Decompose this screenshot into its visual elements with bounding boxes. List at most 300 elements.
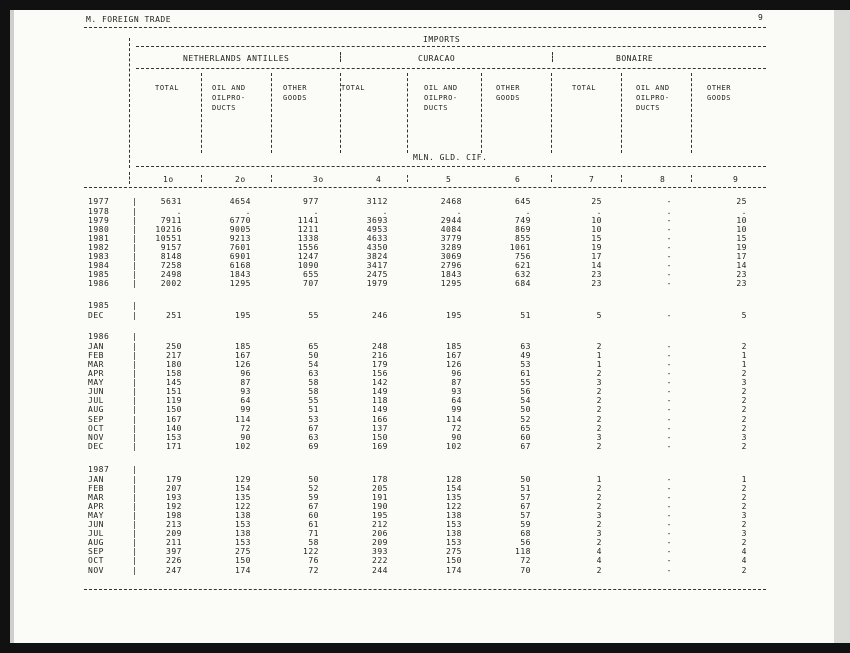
table-cell: 59: [308, 493, 319, 502]
table-cell: 58: [308, 538, 319, 547]
table-cell: 10: [736, 216, 747, 225]
table-cell: -: [666, 351, 672, 360]
column-separator: [481, 73, 482, 153]
table-cell: 15: [736, 234, 747, 243]
table-cell: 137: [372, 424, 388, 433]
table-cell: 209: [372, 538, 388, 547]
table-cell: 56: [520, 538, 531, 547]
table-cell: 150: [446, 556, 462, 565]
table-cell: -: [666, 405, 672, 414]
table-cell: 60: [308, 511, 319, 520]
table-cell: 2: [596, 405, 602, 414]
table-cell: -: [666, 225, 672, 234]
table-cell: .: [456, 207, 462, 216]
table-cell: 397: [166, 547, 182, 556]
column-number: 9: [733, 175, 739, 184]
number-separator: [271, 175, 272, 182]
column-number: 6: [515, 175, 521, 184]
table-cell: 207: [166, 484, 182, 493]
table-cell: -: [666, 529, 672, 538]
table-cell: 2: [741, 538, 747, 547]
table-cell: 2: [596, 520, 602, 529]
table-cell: 213: [166, 520, 182, 529]
table-cell: 2: [741, 342, 747, 351]
row-separator-mark: |: [132, 216, 137, 225]
table-cell: 149: [372, 405, 388, 414]
table-cell: 7601: [229, 243, 251, 252]
row-separator-mark: |: [132, 342, 137, 351]
column-number: 5: [446, 175, 452, 184]
table-cell: 6770: [229, 216, 251, 225]
table-cell: 140: [166, 424, 182, 433]
table-cell: 51: [520, 484, 531, 493]
number-separator: [407, 175, 408, 182]
table-cell: 99: [240, 405, 251, 414]
table-cell: 54: [520, 396, 531, 405]
row-separator-mark: |: [132, 475, 137, 484]
number-underline: [84, 187, 766, 188]
table-cell: 53: [520, 360, 531, 369]
row-label: DEC: [88, 311, 104, 320]
table-cell: 114: [235, 415, 251, 424]
table-cell: 4350: [366, 243, 388, 252]
table-cell: 50: [520, 475, 531, 484]
table-cell: -: [666, 520, 672, 529]
row-label: AUG: [88, 405, 104, 414]
column-number: 1o: [163, 175, 174, 184]
page-title: M. FOREIGN TRADE: [86, 15, 172, 24]
column-number: 3o: [313, 175, 324, 184]
table-cell: 99: [451, 405, 462, 414]
row-label: 1987: [88, 465, 110, 474]
row-label: JUL: [88, 529, 104, 538]
table-cell: 3: [596, 433, 602, 442]
region-title: CURACAO: [418, 54, 456, 63]
table-cell: 3112: [366, 197, 388, 206]
row-label: 1986: [88, 332, 110, 341]
row-label: 1983: [88, 252, 110, 261]
page-number: 9: [758, 13, 764, 22]
table-cell: 195: [446, 311, 462, 320]
column-number: 2o: [235, 175, 246, 184]
table-cell: 17: [591, 252, 602, 261]
table-cell: 68: [520, 529, 531, 538]
table-cell: 869: [515, 225, 531, 234]
table-cell: 1: [741, 351, 747, 360]
table-cell: 93: [451, 387, 462, 396]
table-cell: 707: [303, 279, 319, 288]
table-cell: 2: [596, 484, 602, 493]
table-cell: 67: [308, 502, 319, 511]
table-cell: 185: [235, 342, 251, 351]
table-cell: -: [666, 197, 672, 206]
row-label: MAR: [88, 493, 104, 502]
table-cell: 2: [596, 502, 602, 511]
table-cell: 23: [591, 270, 602, 279]
table-cell: 4953: [366, 225, 388, 234]
table-cell: 23: [736, 270, 747, 279]
table-cell: 153: [446, 520, 462, 529]
table-cell: 167: [446, 351, 462, 360]
table-cell: 153: [166, 433, 182, 442]
row-label: 1978: [88, 207, 110, 216]
row-separator-mark: |: [132, 351, 137, 360]
table-cell: 15: [591, 234, 602, 243]
row-separator-mark: |: [132, 529, 137, 538]
table-cell: 179: [372, 360, 388, 369]
table-cell: 76: [308, 556, 319, 565]
table-cell: 102: [446, 442, 462, 451]
table-cell: 205: [372, 484, 388, 493]
row-label: 1985: [88, 301, 110, 310]
table-cell: 135: [446, 493, 462, 502]
row-label: 1984: [88, 261, 110, 270]
table-cell: 7911: [160, 216, 182, 225]
table-cell: .: [741, 207, 747, 216]
row-separator-mark: |: [132, 502, 137, 511]
table-cell: 248: [372, 342, 388, 351]
row-separator-mark: |: [132, 225, 137, 234]
row-separator-mark: |: [132, 511, 137, 520]
table-cell: 167: [235, 351, 251, 360]
column-header: OIL AND OILPRO- DUCTS: [424, 84, 458, 112]
row-label: JAN: [88, 342, 104, 351]
region-title: NETHERLANDS ANTILLES: [183, 54, 290, 63]
table-cell: 17: [736, 252, 747, 261]
table-cell: 169: [372, 442, 388, 451]
table-cell: 71: [308, 529, 319, 538]
column-separator: [621, 73, 622, 153]
row-separator-mark: |: [132, 387, 137, 396]
table-cell: -: [666, 433, 672, 442]
table-cell: 5631: [160, 197, 182, 206]
region-separator: [552, 52, 553, 62]
table-cell: 2: [741, 405, 747, 414]
number-separator: [201, 175, 202, 182]
table-cell: -: [666, 387, 672, 396]
column-header: OTHER GOODS: [707, 84, 732, 102]
table-cell: 209: [166, 529, 182, 538]
table-cell: 2: [596, 566, 602, 575]
column-header: OTHER GOODS: [283, 84, 308, 102]
row-separator-mark: |: [132, 484, 137, 493]
table-cell: 3824: [366, 252, 388, 261]
table-cell: 749: [515, 216, 531, 225]
row-label: JAN: [88, 475, 104, 484]
table-cell: 65: [520, 424, 531, 433]
table-cell: 2: [741, 424, 747, 433]
table-cell: -: [666, 511, 672, 520]
table-cell: 174: [446, 566, 462, 575]
table-cell: 3417: [366, 261, 388, 270]
table-cell: 122: [235, 502, 251, 511]
table-cell: 58: [308, 378, 319, 387]
table-cell: 2: [596, 387, 602, 396]
table-cell: 655: [303, 270, 319, 279]
row-label: NOV: [88, 566, 104, 575]
table-cell: 1: [741, 475, 747, 484]
table-cell: 1: [596, 351, 602, 360]
table-cell: 2: [741, 493, 747, 502]
column-number: 4: [376, 175, 382, 184]
table-cell: 96: [240, 369, 251, 378]
table-cell: 2: [596, 342, 602, 351]
row-label: SEP: [88, 415, 104, 424]
table-cell: 67: [520, 442, 531, 451]
table-cell: 6901: [229, 252, 251, 261]
table-cell: 9005: [229, 225, 251, 234]
table-cell: 244: [372, 566, 388, 575]
column-header: TOTAL: [155, 84, 180, 92]
table-cell: 87: [240, 378, 251, 387]
row-label: FEB: [88, 351, 104, 360]
row-label: OCT: [88, 556, 104, 565]
table-cell: 9157: [160, 243, 182, 252]
row-label: JUL: [88, 396, 104, 405]
table-cell: 193: [166, 493, 182, 502]
row-separator-mark: |: [132, 433, 137, 442]
table-cell: 4: [596, 556, 602, 565]
table-cell: 70: [520, 566, 531, 575]
row-separator-mark: |: [132, 243, 137, 252]
table-cell: 1843: [440, 270, 462, 279]
table-cell: 119: [166, 396, 182, 405]
table-cell: 25: [736, 197, 747, 206]
table-cell: 55: [520, 378, 531, 387]
table-cell: .: [176, 207, 182, 216]
table-cell: 72: [520, 556, 531, 565]
table-cell: -: [666, 502, 672, 511]
region-underline: [136, 68, 766, 69]
number-separator: [691, 175, 692, 182]
label-separator: [129, 38, 130, 168]
table-cell: 64: [240, 396, 251, 405]
table-cell: 3069: [440, 252, 462, 261]
table-cell: 195: [372, 511, 388, 520]
table-cell: 9213: [229, 234, 251, 243]
table-cell: 8148: [160, 252, 182, 261]
table-cell: 2: [596, 415, 602, 424]
row-label: NOV: [88, 433, 104, 442]
table-cell: 153: [446, 538, 462, 547]
table-cell: 150: [235, 556, 251, 565]
table-cell: 126: [235, 360, 251, 369]
table-cell: .: [596, 207, 602, 216]
table-cell: 65: [308, 342, 319, 351]
table-cell: 192: [166, 502, 182, 511]
table-cell: 226: [166, 556, 182, 565]
table-cell: 216: [372, 351, 388, 360]
table-cell: -: [666, 556, 672, 565]
table-cell: -: [666, 252, 672, 261]
table-cell: 23: [736, 279, 747, 288]
header-rule: [84, 27, 766, 28]
table-cell: 55: [308, 311, 319, 320]
table-cell: 63: [308, 369, 319, 378]
table-cell: -: [666, 475, 672, 484]
row-separator-mark: |: [132, 566, 137, 575]
table-cell: 977: [303, 197, 319, 206]
table-cell: 126: [446, 360, 462, 369]
table-cell: 153: [235, 538, 251, 547]
table-cell: 2: [741, 502, 747, 511]
table-cell: 195: [235, 311, 251, 320]
table-cell: 1295: [229, 279, 251, 288]
table-cell: 4084: [440, 225, 462, 234]
table-cell: 129: [235, 475, 251, 484]
row-separator-mark: |: [132, 465, 137, 474]
table-cell: 1843: [229, 270, 251, 279]
table-cell: 167: [166, 415, 182, 424]
table-cell: 2: [741, 415, 747, 424]
row-separator-mark: |: [132, 207, 137, 216]
table-cell: 72: [308, 566, 319, 575]
table-cell: 1247: [297, 252, 319, 261]
table-cell: 185: [446, 342, 462, 351]
table-cell: 190: [372, 502, 388, 511]
row-separator-mark: |: [132, 332, 137, 341]
table-cell: 3289: [440, 243, 462, 252]
table-cell: 154: [446, 484, 462, 493]
table-cell: 50: [308, 351, 319, 360]
table-cell: 217: [166, 351, 182, 360]
table-cell: 1: [596, 360, 602, 369]
table-cell: 180: [166, 360, 182, 369]
table-cell: 2: [741, 484, 747, 493]
table-cell: 275: [446, 547, 462, 556]
table-cell: 3: [596, 529, 602, 538]
table-cell: 114: [446, 415, 462, 424]
table-cell: -: [666, 243, 672, 252]
document-page: [14, 10, 834, 643]
row-label: MAR: [88, 360, 104, 369]
row-separator-mark: |: [132, 405, 137, 414]
table-cell: 2002: [160, 279, 182, 288]
column-separator: [340, 73, 341, 153]
table-cell: 128: [446, 475, 462, 484]
table-cell: 63: [308, 433, 319, 442]
table-cell: -: [666, 538, 672, 547]
column-header: TOTAL: [572, 84, 597, 92]
table-cell: 4: [741, 556, 747, 565]
table-cell: 2: [741, 520, 747, 529]
table-cell: 174: [235, 566, 251, 575]
table-cell: 2: [741, 566, 747, 575]
table-cell: 1: [596, 475, 602, 484]
row-separator-mark: |: [132, 369, 137, 378]
table-cell: 855: [515, 234, 531, 243]
row-label: APR: [88, 369, 104, 378]
table-cell: 1338: [297, 234, 319, 243]
table-cell: 67: [308, 424, 319, 433]
table-cell: 64: [451, 396, 462, 405]
row-separator-mark: |: [132, 261, 137, 270]
row-label: OCT: [88, 424, 104, 433]
row-label: DEC: [88, 442, 104, 451]
table-cell: 166: [372, 415, 388, 424]
table-cell: 7258: [160, 261, 182, 270]
table-cell: -: [666, 360, 672, 369]
table-cell: 2468: [440, 197, 462, 206]
table-cell: -: [666, 311, 672, 320]
page-right-edge: [834, 10, 850, 643]
table-cell: 2: [741, 387, 747, 396]
table-cell: 1295: [440, 279, 462, 288]
table-cell: 102: [235, 442, 251, 451]
table-cell: 19: [736, 243, 747, 252]
table-cell: 2: [596, 493, 602, 502]
column-separator: [551, 73, 552, 153]
table-cell: 151: [166, 387, 182, 396]
table-cell: 4654: [229, 197, 251, 206]
table-cell: 3: [741, 378, 747, 387]
table-cell: -: [666, 415, 672, 424]
table-cell: 118: [372, 396, 388, 405]
table-cell: 1: [741, 360, 747, 369]
table-cell: 246: [372, 311, 388, 320]
table-cell: 5: [741, 311, 747, 320]
row-separator-mark: |: [132, 301, 137, 310]
table-cell: 90: [451, 433, 462, 442]
column-separator: [271, 73, 272, 153]
table-cell: 10551: [155, 234, 182, 243]
table-cell: 93: [240, 387, 251, 396]
table-cell: 247: [166, 566, 182, 575]
table-cell: 2: [596, 396, 602, 405]
table-cell: 19: [591, 243, 602, 252]
row-label: 1980: [88, 225, 110, 234]
row-separator-mark: |: [132, 556, 137, 565]
table-cell: .: [525, 207, 531, 216]
table-cell: -: [666, 378, 672, 387]
row-label: 1977: [88, 197, 110, 206]
table-cell: 138: [446, 529, 462, 538]
table-cell: 69: [308, 442, 319, 451]
table-cell: 158: [166, 369, 182, 378]
table-cell: 171: [166, 442, 182, 451]
table-cell: 50: [520, 405, 531, 414]
table-cell: -: [666, 396, 672, 405]
row-label: 1985: [88, 270, 110, 279]
row-separator-mark: |: [132, 415, 137, 424]
table-cell: 1979: [366, 279, 388, 288]
table-cell: 2: [596, 442, 602, 451]
row-label: MAY: [88, 511, 104, 520]
table-cell: 3: [741, 433, 747, 442]
row-separator-mark: |: [132, 547, 137, 556]
table-cell: -: [666, 566, 672, 575]
table-cell: 2: [741, 369, 747, 378]
column-header: OIL AND OILPRO- DUCTS: [212, 84, 246, 112]
column-separator: [691, 73, 692, 153]
table-cell: 684: [515, 279, 531, 288]
table-cell: 142: [372, 378, 388, 387]
table-cell: 2: [596, 369, 602, 378]
table-cell: 2498: [160, 270, 182, 279]
table-cell: -: [666, 424, 672, 433]
table-cell: 87: [451, 378, 462, 387]
row-separator-mark: |: [132, 197, 137, 206]
row-separator-mark: |: [132, 234, 137, 243]
table-cell: 632: [515, 270, 531, 279]
table-bottom-rule: [84, 589, 766, 590]
table-cell: 3: [596, 511, 602, 520]
row-separator-mark: |: [132, 424, 137, 433]
table-cell: 118: [515, 547, 531, 556]
table-cell: 23: [591, 279, 602, 288]
table-cell: 72: [240, 424, 251, 433]
row-separator-mark: |: [132, 396, 137, 405]
